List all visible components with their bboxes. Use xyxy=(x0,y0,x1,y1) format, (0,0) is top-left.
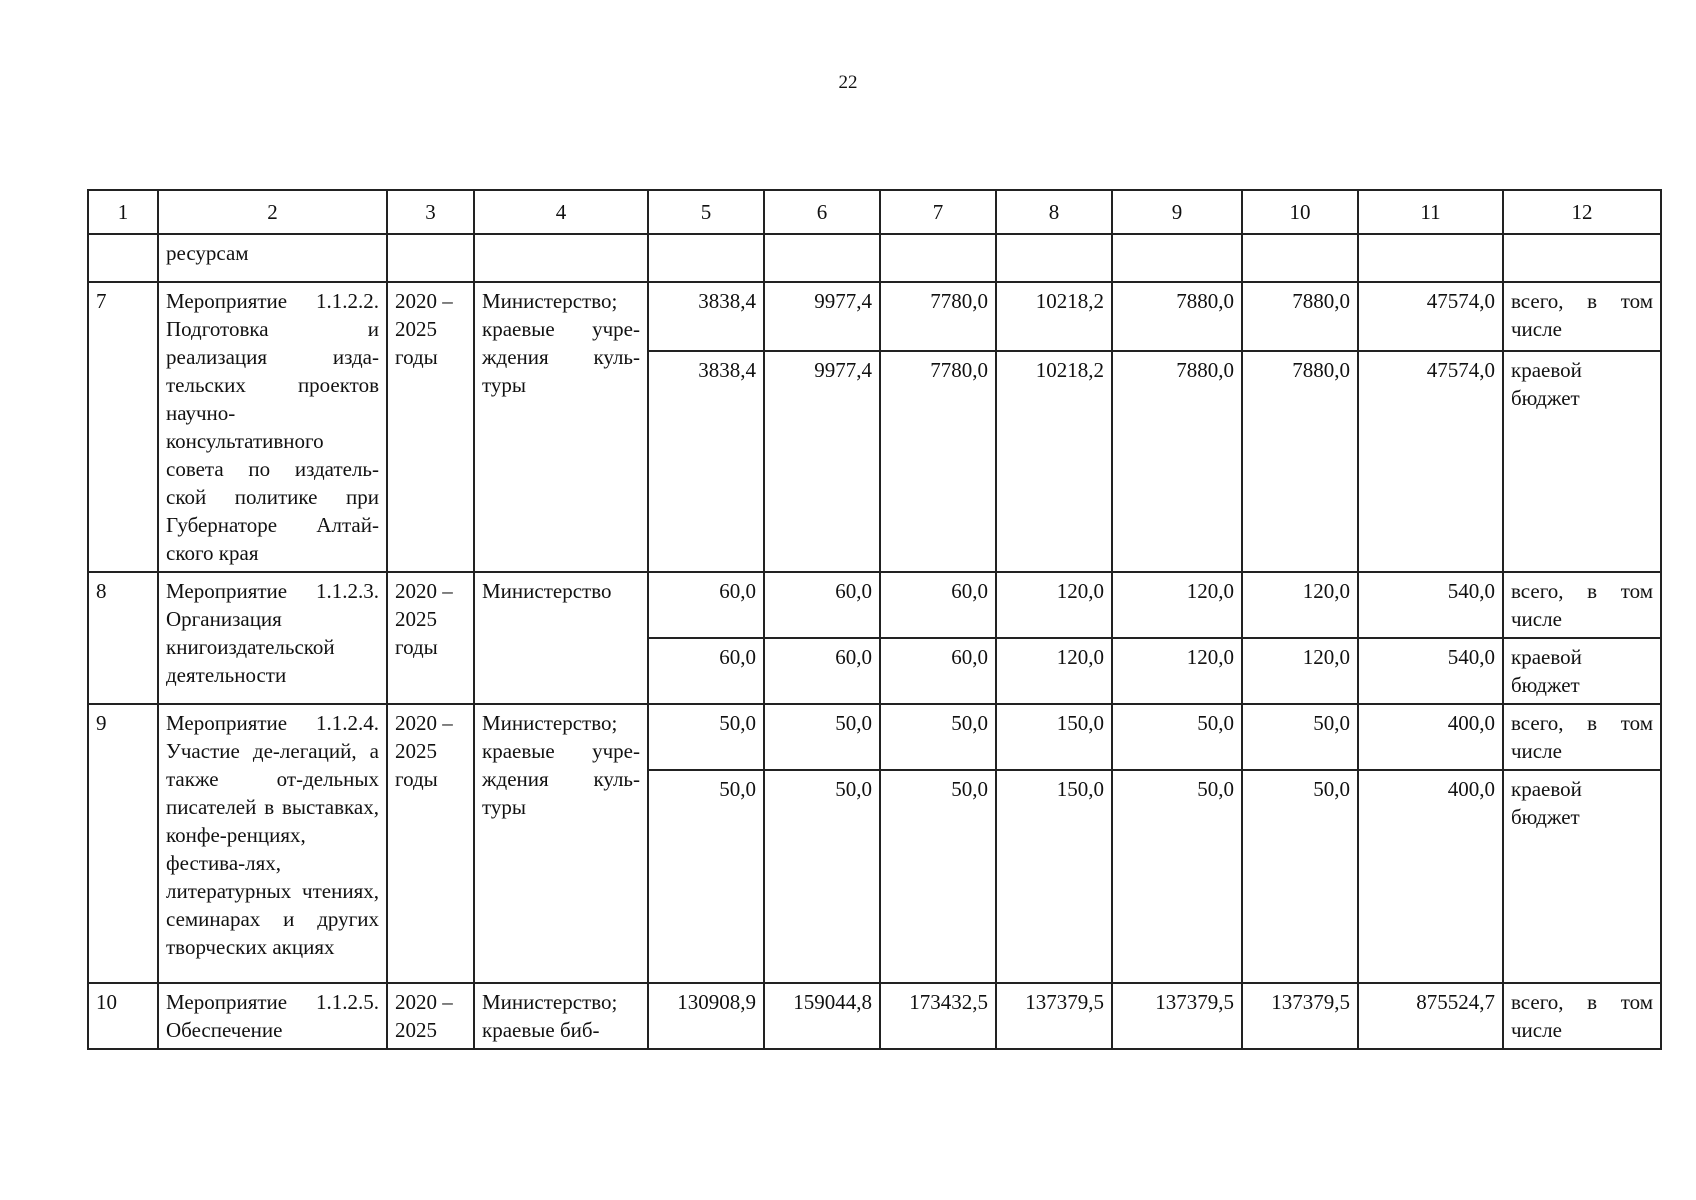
column-number: 11 xyxy=(1358,190,1503,234)
column-number: 2 xyxy=(158,190,387,234)
amount-2021: 60,0 xyxy=(764,638,880,704)
column-number: 6 xyxy=(764,190,880,234)
period: 2020 – 2025 годы xyxy=(387,282,474,572)
amount-2021: 9977,4 xyxy=(764,282,880,351)
amount-total: 540,0 xyxy=(1358,572,1503,638)
amount-2024: 7880,0 xyxy=(1112,351,1242,572)
table-row xyxy=(88,572,1661,638)
amount-2022: 7780,0 xyxy=(880,282,996,351)
period: 2020 – 2025 xyxy=(387,983,474,1049)
amount-2025: 120,0 xyxy=(1242,638,1358,704)
amount-2022: 60,0 xyxy=(880,638,996,704)
funding-source: краевой бюджет xyxy=(1503,638,1661,704)
amount-2020: 3838,4 xyxy=(648,351,764,572)
executor: Министерство; краевые учре-ждения куль-туры xyxy=(474,704,648,983)
funding-source: всего, в том числе xyxy=(1503,282,1661,351)
table-row xyxy=(88,704,1661,770)
amount-2023: 120,0 xyxy=(996,572,1112,638)
continuation-row xyxy=(88,234,1661,282)
amount-2024: 137379,5 xyxy=(1112,983,1242,1049)
column-number: 1 xyxy=(88,190,158,234)
amount-2023: 150,0 xyxy=(996,770,1112,983)
amount-2021: 50,0 xyxy=(764,770,880,983)
amount-2020: 50,0 xyxy=(648,770,764,983)
funding-source: краевой бюджет xyxy=(1503,770,1661,983)
period: 2020 – 2025 годы xyxy=(387,572,474,704)
amount-2022: 60,0 xyxy=(880,572,996,638)
amount-2021: 50,0 xyxy=(764,704,880,770)
amount-total: 400,0 xyxy=(1358,704,1503,770)
amount-2020: 60,0 xyxy=(648,572,764,638)
executor: Министерство; краевые биб- xyxy=(474,983,648,1049)
amount-2023: 150,0 xyxy=(996,704,1112,770)
column-number: 9 xyxy=(1112,190,1242,234)
amount-2024: 50,0 xyxy=(1112,770,1242,983)
amount-2021: 159044,8 xyxy=(764,983,880,1049)
measure-title: Мероприятие 1.1.2.2. Подготовка и реализация изда-тельских проектов научно-консультативного совета по издатель-ской политике при Губернаторе Алтай-ского края xyxy=(158,282,387,572)
amount-2024: 50,0 xyxy=(1112,704,1242,770)
row-number: 8 xyxy=(88,572,158,704)
row-number: 7 xyxy=(88,282,158,572)
column-number: 4 xyxy=(474,190,648,234)
amount-2020: 3838,4 xyxy=(648,282,764,351)
amount-2023: 137379,5 xyxy=(996,983,1112,1049)
amount-2025: 120,0 xyxy=(1242,572,1358,638)
period: 2020 – 2025 годы xyxy=(387,704,474,983)
amount-2020: 130908,9 xyxy=(648,983,764,1049)
amount-total: 47574,0 xyxy=(1358,282,1503,351)
row-number: 10 xyxy=(88,983,158,1049)
amount-2024: 120,0 xyxy=(1112,638,1242,704)
amount-2025: 7880,0 xyxy=(1242,282,1358,351)
funding-source: всего, в том числе xyxy=(1503,704,1661,770)
executor: Министерство; краевые учре-ждения куль-туры xyxy=(474,282,648,572)
column-number: 8 xyxy=(996,190,1112,234)
amount-2021: 60,0 xyxy=(764,572,880,638)
amount-2022: 50,0 xyxy=(880,704,996,770)
amount-2023: 10218,2 xyxy=(996,351,1112,572)
amount-2020: 60,0 xyxy=(648,638,764,704)
amount-total: 400,0 xyxy=(1358,770,1503,983)
executor: Министерство xyxy=(474,572,648,704)
amount-2022: 50,0 xyxy=(880,770,996,983)
amount-2025: 7880,0 xyxy=(1242,351,1358,572)
funding-source: краевой бюджет xyxy=(1503,351,1661,572)
column-number: 10 xyxy=(1242,190,1358,234)
column-number: 3 xyxy=(387,190,474,234)
measure-title: Мероприятие 1.1.2.4. Участие де-легаций, а также от-дельных писателей в выставках, конфе-ренциях, фестива-лях, литературных чтениях, семинарах и других творческих акциях xyxy=(158,704,387,983)
amount-total: 875524,7 xyxy=(1358,983,1503,1049)
amount-2020: 50,0 xyxy=(648,704,764,770)
amount-total: 47574,0 xyxy=(1358,351,1503,572)
amount-2025: 137379,5 xyxy=(1242,983,1358,1049)
funding-source: всего, в том числе xyxy=(1503,983,1661,1049)
amount-2022: 173432,5 xyxy=(880,983,996,1049)
amount-2023: 120,0 xyxy=(996,638,1112,704)
budget-table xyxy=(87,189,1662,1050)
table-row xyxy=(88,983,1661,1049)
column-number-row xyxy=(88,190,1661,234)
continuation-text: ресурсам xyxy=(158,234,387,282)
amount-2025: 50,0 xyxy=(1242,704,1358,770)
measure-title: Мероприятие 1.1.2.5. Обеспечение xyxy=(158,983,387,1049)
funding-source: всего, в том числе xyxy=(1503,572,1661,638)
column-number: 12 xyxy=(1503,190,1661,234)
column-number: 7 xyxy=(880,190,996,234)
amount-2024: 7880,0 xyxy=(1112,282,1242,351)
table-row xyxy=(88,282,1661,351)
amount-2022: 7780,0 xyxy=(880,351,996,572)
amount-2023: 10218,2 xyxy=(996,282,1112,351)
amount-total: 540,0 xyxy=(1358,638,1503,704)
column-number: 5 xyxy=(648,190,764,234)
page-number: 22 xyxy=(838,72,858,93)
amount-2021: 9977,4 xyxy=(764,351,880,572)
measure-title: Мероприятие 1.1.2.3. Организация книгоиздательской деятельности xyxy=(158,572,387,704)
row-number: 9 xyxy=(88,704,158,983)
amount-2024: 120,0 xyxy=(1112,572,1242,638)
amount-2025: 50,0 xyxy=(1242,770,1358,983)
